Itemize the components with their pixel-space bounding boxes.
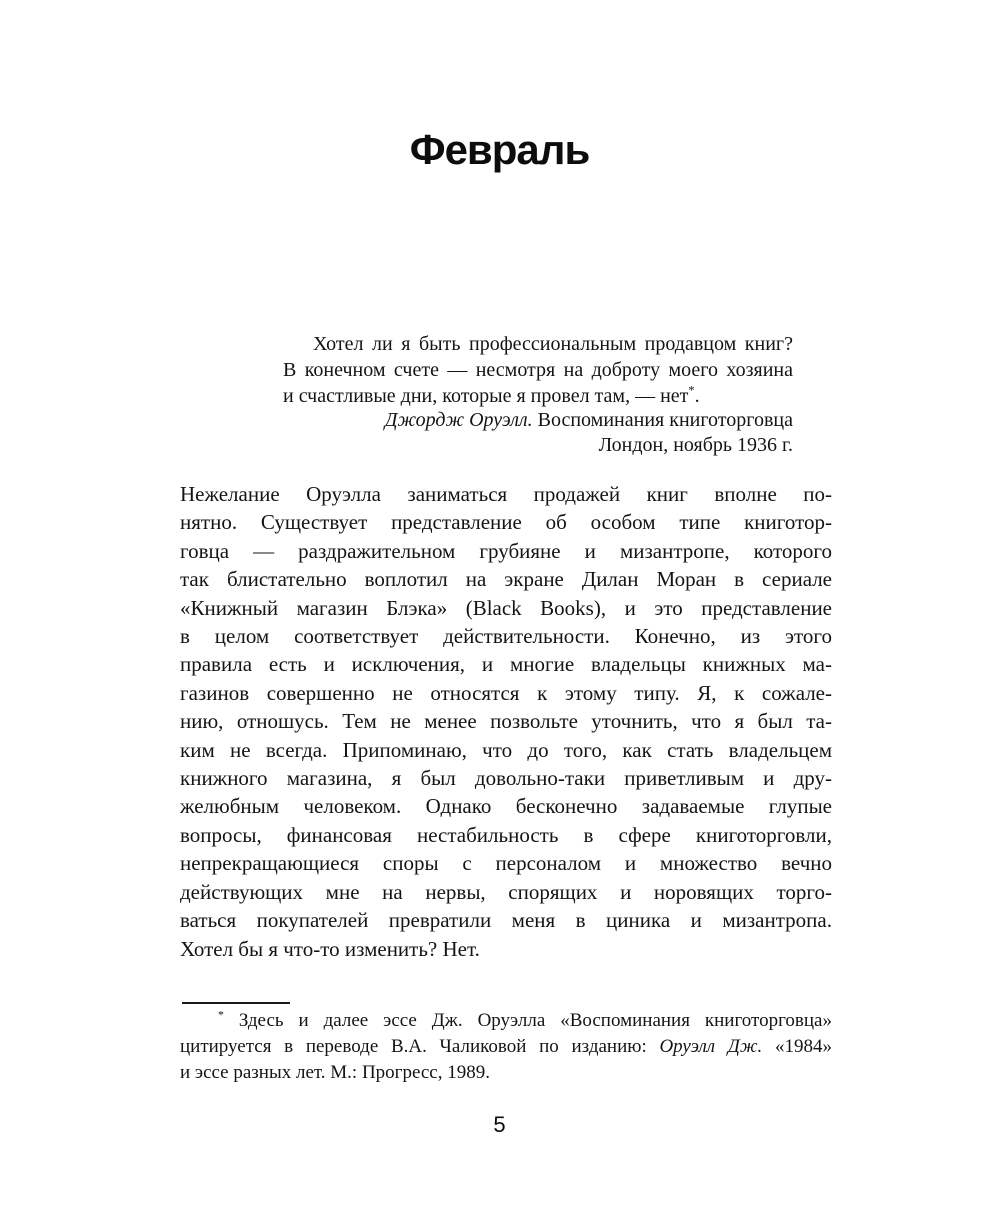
epigraph-attribution <box>283 408 793 458</box>
footnote-line: и эссе разных лет. М.: Прогресс, 1989. <box>180 1062 490 1083</box>
footnote-line <box>180 1008 832 1034</box>
epigraph <box>283 331 793 409</box>
body-line: нятно. Существует представление об особом типе книготор- <box>180 510 832 535</box>
body-line: говца — раздражительном грубияне и мизантропе, которого <box>180 538 832 563</box>
body-line: Нежелание Оруэлла заниматься продажей книг вполне по- <box>180 482 832 506</box>
epigraph-line-text: и счастливые дни, которые я провел там, — нет <box>283 385 689 407</box>
footnote-citation-author: Оруэлл Дж. <box>659 1036 763 1057</box>
footnote-line-text: «1984» <box>762 1036 832 1057</box>
body-line: желюбным человеком. Однако бесконечно задаваемые глупые <box>180 794 832 819</box>
body-line: ким не всегда. Припоминаю, что до того, как стать владельцем <box>180 737 832 762</box>
body-line: ваться покупателей превратили меня в циника и мизантропа. <box>180 908 832 933</box>
footnote-line-text: Здесь и далее эссе Дж. Оруэлла «Воспоминания книготорговца» <box>223 1010 832 1031</box>
attribution-line <box>283 408 793 433</box>
body-line: так блистательно воплотил на экране Дилан Моран в сериале <box>180 567 832 592</box>
epigraph-line: В конечном счете — несмотря на доброту моего хозяина <box>283 359 793 381</box>
epigraph-line <box>283 383 793 409</box>
page-number: 5 <box>493 1112 506 1137</box>
attribution-author: Джордж Оруэлл. <box>384 409 533 431</box>
body-line: газинов совершенно не относятся к этому типу. Я, к сожале- <box>180 680 832 705</box>
body-line: нию, отношусь. Тем не менее позвольте уточнить, что я был та- <box>180 709 832 734</box>
footnote-marker-reference: * <box>688 383 695 398</box>
footnote-line-text: цитируется в переводе В.А. Чаликовой по изданию: <box>180 1036 660 1057</box>
epigraph-line: Хотел ли я быть профессиональным продавцом книг? <box>313 333 793 355</box>
footnote-line <box>180 1034 832 1060</box>
body-line: непрекращающиеся споры с персоналом и множество вечно <box>180 851 832 876</box>
body-paragraph <box>180 480 832 963</box>
body-line: вопросы, финансовая нестабильность в сфере книготорговли, <box>180 822 832 847</box>
body-line: книжного магазина, я был довольно-таки приветливым и дру- <box>180 766 832 791</box>
body-line: действующих мне на нервы, спорящих и норовящих торго- <box>180 879 832 904</box>
attribution-place-date: Лондон, ноябрь 1936 г. <box>598 434 793 456</box>
footnote-divider <box>182 1002 290 1004</box>
chapter-title: Февраль <box>409 126 590 174</box>
epigraph-line-end: . <box>694 385 700 407</box>
body-line: Хотел бы я что-то изменить? Нет. <box>180 936 480 961</box>
footnote <box>180 1008 832 1086</box>
body-line: в целом соответствует действительности. Конечно, из этого <box>180 624 832 649</box>
attribution-work: Воспоминания книготорговца <box>532 409 793 431</box>
body-line: «Книжный магазин Блэка» (Black Books), и это представление <box>180 595 832 620</box>
body-line: правила есть и исключения, и многие владельцы книжных ма- <box>180 652 832 677</box>
footnote-marker: * <box>218 1008 224 1022</box>
